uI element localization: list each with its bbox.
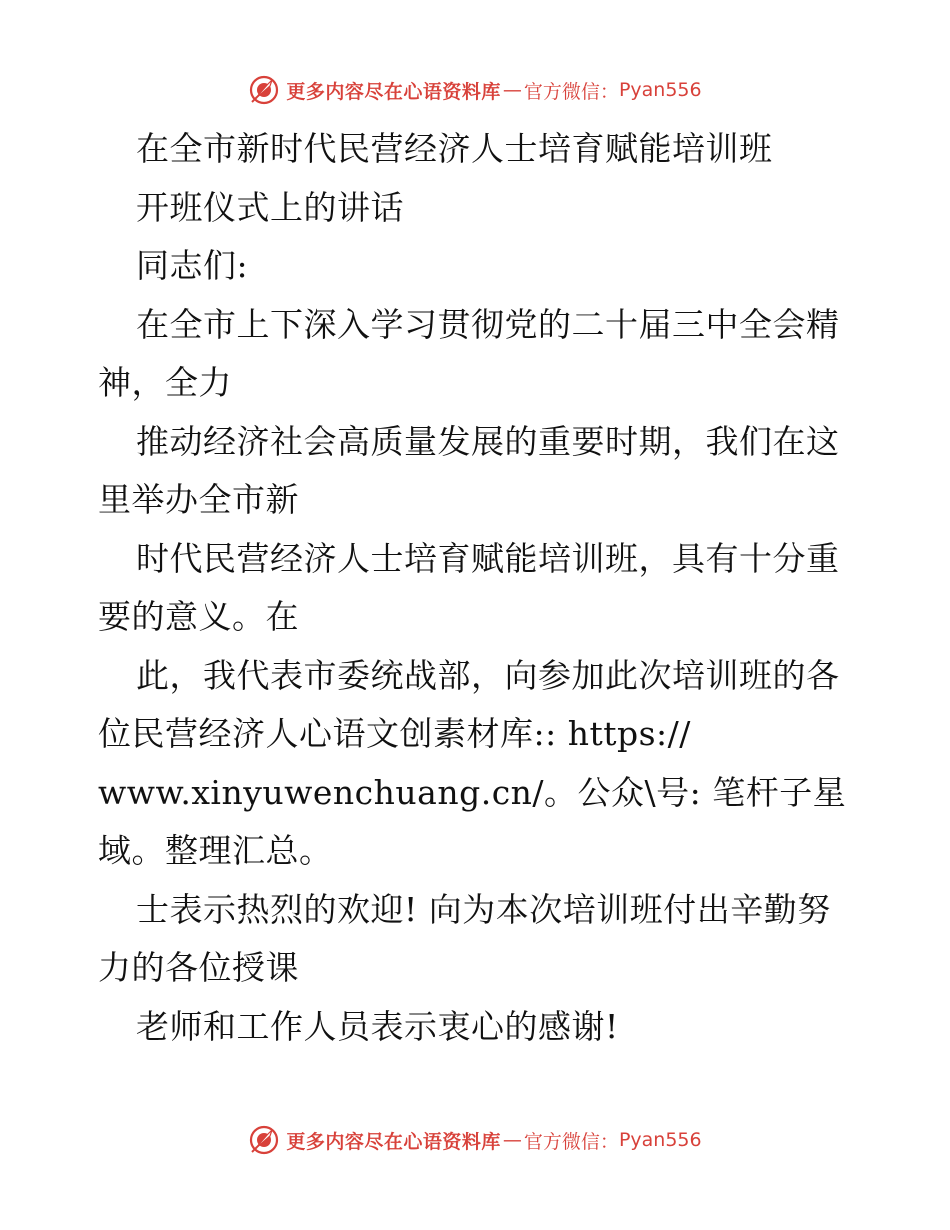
- text-line: 士表示热烈的欢迎! 向为本次培训班付出辛勤努: [136, 889, 831, 929]
- banner-title: 更多内容尽在心语资料库: [286, 1130, 501, 1153]
- banner-wechat-label: 官方微信：: [523, 80, 619, 103]
- text-line: 力的各位授课: [98, 948, 299, 987]
- quill-logo-icon: [248, 74, 280, 106]
- text-line: 神，全力: [98, 363, 232, 402]
- banner-separator: —: [502, 1129, 522, 1151]
- text-line: 推动经济社会高质量发展的重要时期，我们在这: [136, 421, 840, 461]
- text-line: 时代民营经济人士培育赋能培训班，具有十分重: [136, 538, 840, 578]
- text-line: 位民营经济人心语文创素材库:: https://: [98, 714, 691, 753]
- header-banner: [0, 70, 950, 110]
- banner-wechat-id: Pyan556: [618, 1129, 702, 1151]
- banner-wechat-label: 官方微信：: [523, 1130, 619, 1153]
- document-body: [98, 120, 858, 1056]
- text-line: 此，我代表市委统战部，向参加此次培训班的各: [136, 655, 840, 695]
- banner-wechat-id: Pyan556: [618, 79, 702, 101]
- text-line: 在全市新时代民营经济人士培育赋能培训班: [136, 129, 773, 168]
- text-line: 开班仪式上的讲话: [136, 187, 404, 227]
- text-line: 域。整理汇总。: [98, 831, 333, 870]
- banner-title: 更多内容尽在心语资料库: [286, 80, 501, 103]
- text-line: www.xinyuwenchuang.cn/。公众\号: 笔杆子星: [98, 772, 847, 812]
- text-line: 要的意义。在: [98, 597, 299, 636]
- text-line: 老师和工作人员表示衷心的感谢!: [136, 1006, 619, 1046]
- text-line: 同志们:: [136, 246, 249, 285]
- quill-logo-icon: [248, 1124, 280, 1156]
- banner-separator: —: [502, 79, 522, 101]
- text-line: 在全市上下深入学习贯彻党的二十届三中全会精: [136, 304, 840, 344]
- text-line: 里举办全市新: [98, 480, 299, 519]
- footer-banner: [0, 1120, 950, 1160]
